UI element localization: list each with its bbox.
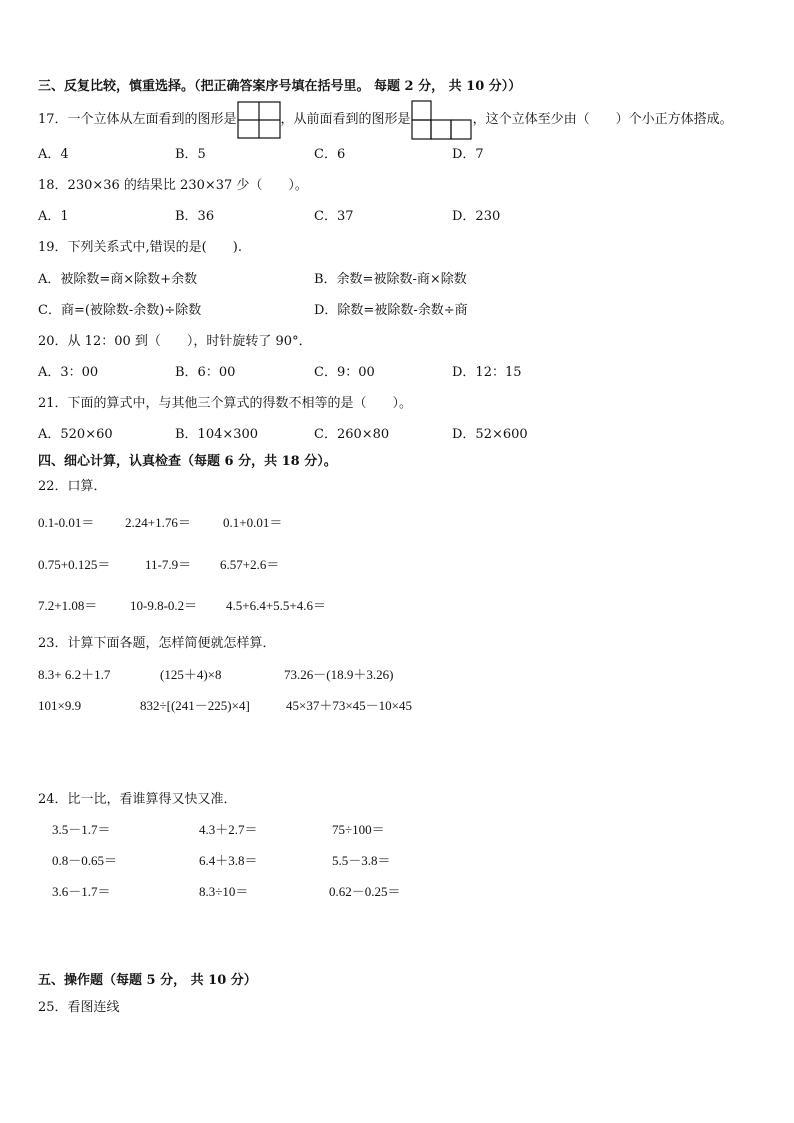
- q19-option-c: C．商=(被除数-余数)÷除数: [38, 303, 202, 318]
- q22-item: 7.2+1.08＝: [38, 598, 98, 613]
- q23-item: 8.3+ 6.2＋1.7: [38, 667, 111, 682]
- q18-option-a: A．1: [38, 209, 69, 224]
- section3-heading: 三、反复比较，慎重选择。（把正确答案序号填在括号里。 每题 2 分， 共 10 分））: [38, 79, 522, 94]
- question-17-stem: [38, 102, 733, 138]
- question-19-stem: 19．下列关系式中,错误的是( ).: [38, 240, 242, 255]
- section4-heading: 四、细心计算，认真检查（每题 6 分，共 18 分）。: [38, 454, 337, 469]
- q23-item: 73.26－(18.9＋3.26): [284, 667, 394, 682]
- q21-option-a: A．520×60: [38, 427, 113, 442]
- question-20-stem: 20．从 12：00 到（ ），时针旋转了 90°．: [38, 334, 312, 349]
- q19-option-a: A．被除数=商×除数+余数: [38, 272, 198, 287]
- q17-option-d: D．7: [452, 147, 484, 162]
- q24-item: 75÷100＝: [332, 822, 385, 837]
- q23-item: (125＋4)×8: [160, 667, 222, 682]
- q24-item: 3.5－1.7＝: [52, 822, 111, 837]
- q22-item: 11-7.9＝: [145, 557, 192, 572]
- question-17-text-part3: ，这个立体至少由（ ）个小正方体搭成。: [472, 112, 733, 127]
- q19-option-b: B．余数=被除数-商×除数: [314, 272, 467, 287]
- q22-item: 0.75+0.125＝: [38, 557, 111, 572]
- q20-option-a: A．3：00: [38, 365, 99, 380]
- q23-item: 101×9.9: [38, 698, 82, 713]
- q24-item: 0.62－0.25＝: [329, 884, 401, 899]
- question-17-text-part2: ，从前面看到的图形是: [280, 112, 411, 127]
- q24-item: 5.5－3.8＝: [332, 853, 391, 868]
- q22-item: 2.24+1.76＝: [125, 515, 191, 530]
- q21-option-d: D．52×600: [452, 427, 528, 442]
- question-17-text-part1: 17．一个立体从左面看到的图形是: [38, 112, 237, 127]
- q18-option-b: B．36: [175, 209, 215, 224]
- left-view-figure: [237, 101, 281, 139]
- section5-heading: 五、操作题（每题 5 分， 共 10 分）: [38, 973, 257, 988]
- q22-item: 4.5+6.4+5.5+4.6＝: [226, 598, 326, 613]
- q22-item: 10-9.8-0.2＝: [130, 598, 198, 613]
- question-25-stem: 25．看图连线: [38, 1000, 120, 1015]
- q23-item: 832÷[(241－225)×4]: [140, 698, 250, 713]
- q24-item: 4.3＋2.7＝: [199, 822, 258, 837]
- q22-item: 0.1-0.01＝: [38, 515, 95, 530]
- question-21-stem: 21．下面的算式中，与其他三个算式的得数不相等的是（ ）。: [38, 396, 413, 411]
- q23-item: 45×37＋73×45－10×45: [286, 698, 412, 713]
- q24-item: 3.6－1.7＝: [52, 884, 111, 899]
- q22-item: 6.57+2.6＝: [220, 557, 280, 572]
- q20-option-d: D．12：15: [452, 365, 522, 380]
- front-view-figure: [411, 100, 473, 140]
- q20-option-b: B．6：00: [175, 365, 236, 380]
- q18-option-d: D．230: [452, 209, 501, 224]
- q17-option-b: B．5: [175, 147, 206, 162]
- q20-option-c: C．9：00: [314, 365, 375, 380]
- q22-item: 0.1+0.01＝: [223, 515, 283, 530]
- q24-item: 8.3÷10＝: [199, 884, 249, 899]
- question-18-stem: 18．230×36 的结果比 230×37 少（ ）。: [38, 178, 308, 193]
- q21-option-b: B．104×300: [175, 427, 259, 442]
- q18-option-c: C．37: [314, 209, 354, 224]
- q24-item: 6.4＋3.8＝: [199, 853, 258, 868]
- q17-option-c: C．6: [314, 147, 346, 162]
- question-23-stem: 23．计算下面各题，怎样简便就怎样算．: [38, 636, 276, 651]
- q21-option-c: C．260×80: [314, 427, 390, 442]
- q24-item: 0.8－0.65＝: [52, 853, 118, 868]
- q17-option-a: A．4: [38, 147, 69, 162]
- question-24-stem: 24．比一比，看谁算得又快又准．: [38, 792, 237, 807]
- q19-option-d: D．除数=被除数-余数÷商: [314, 303, 468, 318]
- question-22-stem: 22．口算．: [38, 479, 107, 494]
